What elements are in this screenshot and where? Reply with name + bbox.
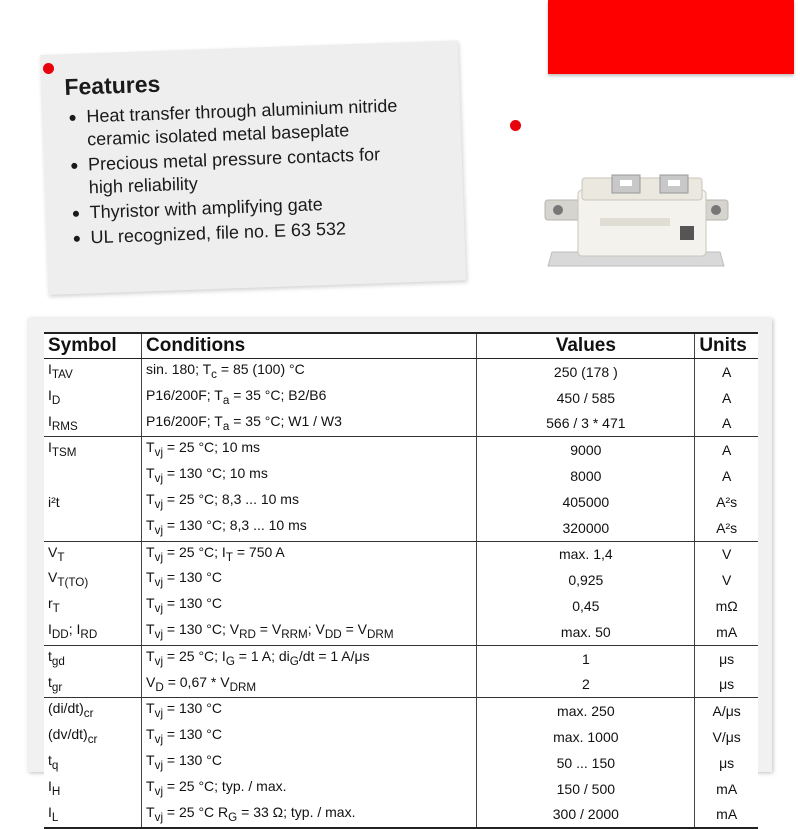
cell-conditions: $T_{vj} = 25$ °C; $I_G = 1$ A; $di_G/dt = 1$ A/μs: [142, 645, 477, 671]
spec-table: [44, 332, 758, 829]
feature-item: ● Thyristor with amplifying gate: [71, 194, 324, 223]
cell-conditions: $T_{vj} = 130$ °C: [142, 698, 477, 724]
cell-conditions: $T_{vj} = 25$ °C; 10 ms: [142, 437, 477, 463]
cell-unit: A: [695, 411, 758, 437]
cell-symbol: i²t: [44, 489, 142, 515]
table-row: [44, 489, 758, 515]
cell-value: 9000: [477, 437, 695, 463]
feature-item: ● Heat transfer through aluminium nitride ceramic isolated metal baseplate: [68, 95, 398, 150]
cell-symbol: $V_{T(TO)}$: [44, 567, 142, 593]
feature-item: ● UL recognized, file no. E 63 532: [72, 218, 347, 248]
cell-symbol: $I_{TAV}$: [44, 359, 142, 385]
cell-value: 1: [477, 645, 695, 671]
table-row: [44, 515, 758, 541]
cell-symbol: $I_{TSM}$: [44, 437, 142, 463]
cell-unit: V: [721, 546, 732, 563]
cell-symbol: $I_L$: [44, 802, 142, 829]
cell-value: 150 / 500: [477, 776, 695, 802]
cell-conditions: $T_{vj} = 130$ °C: [142, 750, 477, 776]
cell-conditions: sin. 180; $T_c = 85$ (100) °C: [142, 359, 477, 385]
cell-value: 450 / 585: [477, 385, 695, 411]
cell-value: 2: [477, 672, 695, 698]
cell-value: 566 / 3 * 471: [477, 411, 695, 437]
cell-value: 0,925: [477, 567, 695, 593]
cell-unit: μs: [719, 754, 735, 771]
cell-value: max. 50: [477, 619, 695, 645]
cell-conditions: P16/200F; $T_a = 35$ °C; B2/B6: [142, 385, 477, 411]
cell-unit: A²s: [695, 515, 758, 541]
cell-conditions: $T_{vj} = 130$ °C; $V_{RD} = V_{RRM}$; $V_{DD} = V_{DRM}$: [142, 619, 477, 645]
cell-value: max. 1000: [477, 724, 695, 750]
cell-value: 405000: [477, 489, 695, 515]
cell-value: 0,45: [477, 593, 695, 619]
red-banner: [548, 0, 794, 74]
table-row: [44, 619, 758, 645]
cell-unit: A/μs: [712, 703, 741, 720]
cell-unit: A: [721, 442, 732, 459]
cell-value: 250 (178 ): [477, 359, 695, 385]
cell-conditions: $T_{vj} = 130$ °C: [142, 724, 477, 750]
header-values: Values: [477, 333, 695, 359]
spec-table-container: [44, 332, 758, 829]
table-row: [44, 724, 758, 750]
cell-symbol: $r_T$: [44, 593, 142, 619]
cell-symbol: $I_{DD}$; $I_{RD}$: [44, 619, 142, 645]
spec-table-body: [44, 359, 758, 829]
cell-unit: mΩ: [715, 598, 738, 615]
cell-value: 320000: [477, 515, 695, 541]
cell-value: 300 / 2000: [477, 802, 695, 829]
cell-unit: V: [721, 572, 732, 589]
cell-conditions: $T_{vj} = 130$ °C; 10 ms: [142, 463, 477, 489]
cell-unit: μs: [695, 672, 758, 698]
cell-unit: μs: [719, 650, 735, 667]
header-symbol: Symbol: [44, 333, 142, 359]
header-conditions: Conditions: [142, 333, 477, 359]
cell-value: 8000: [477, 463, 695, 489]
cell-symbol: $t_{gr}$: [44, 672, 142, 698]
cell-conditions: $T_{vj} = 25$ °C $R_G = 33$ Ω; typ. / max.: [142, 802, 477, 829]
cell-unit: A: [721, 363, 732, 380]
cell-symbol: $(dv/dt)_{cr}$: [44, 724, 142, 750]
table-row: [44, 567, 758, 593]
table-header-row: [44, 333, 758, 359]
cell-unit: A: [721, 468, 732, 485]
table-row: [44, 463, 758, 489]
cell-unit: V/μs: [712, 729, 741, 746]
cell-unit: A²s: [716, 493, 738, 510]
cell-unit: A: [721, 389, 732, 406]
cell-conditions: $T_{vj} = 25$ °C; 8,3 ... 10 ms: [142, 489, 477, 515]
red-dot-marker: [43, 63, 54, 74]
table-row: [44, 411, 758, 437]
table-row: [44, 385, 758, 411]
cell-symbol: $I_H$: [44, 776, 142, 802]
cell-value: max. 250: [477, 698, 695, 724]
cell-conditions: $V_D = 0,67 * V_{DRM}$: [142, 672, 477, 698]
table-row: [44, 437, 758, 463]
cell-conditions: $T_{vj} = 130$ °C; 8,3 ... 10 ms: [142, 515, 477, 541]
cell-symbol: [44, 515, 142, 541]
red-dot-marker: [510, 120, 521, 131]
table-row: [44, 698, 758, 724]
cell-symbol: $t_{gd}$: [44, 645, 142, 671]
features-list: [68, 94, 413, 252]
table-row: [44, 359, 758, 385]
table-row: [44, 645, 758, 671]
header-units: Units: [695, 333, 758, 359]
cell-conditions: P16/200F; $T_a = 35$ °C; W1 / W3: [142, 411, 477, 437]
table-row: [44, 750, 758, 776]
cell-conditions: $T_{vj} = 25$ °C; typ. / max.: [142, 776, 477, 802]
cell-value: 50 ... 150: [477, 750, 695, 776]
cell-symbol: $I_{RMS}$: [44, 411, 142, 437]
cell-unit: mA: [695, 619, 758, 645]
features-title: Features: [64, 70, 161, 100]
cell-conditions: $T_{vj} = 130$ °C: [142, 593, 477, 619]
table-row: [44, 672, 758, 698]
cell-unit: mA: [716, 780, 738, 797]
cell-conditions: $T_{vj} = 25$ °C; $I_T = 750$ A: [142, 541, 477, 567]
table-row: [44, 776, 758, 802]
table-row: [44, 541, 758, 567]
cell-value: max. 1,4: [477, 541, 695, 567]
thyristor-module-image: [540, 170, 730, 275]
cell-symbol: $V_T$: [44, 541, 142, 567]
cell-symbol: $I_D$: [44, 385, 142, 411]
cell-symbol: [44, 463, 142, 489]
table-row: [44, 802, 758, 829]
table-row: [44, 593, 758, 619]
feature-item: ● Precious metal pressure contacts for high reliability: [69, 144, 381, 198]
cell-conditions: $T_{vj} = 130$ °C: [142, 567, 477, 593]
cell-symbol: $t_q$: [44, 750, 142, 776]
cell-symbol: $(di/dt)_{cr}$: [44, 698, 142, 724]
cell-unit: mA: [695, 802, 758, 829]
